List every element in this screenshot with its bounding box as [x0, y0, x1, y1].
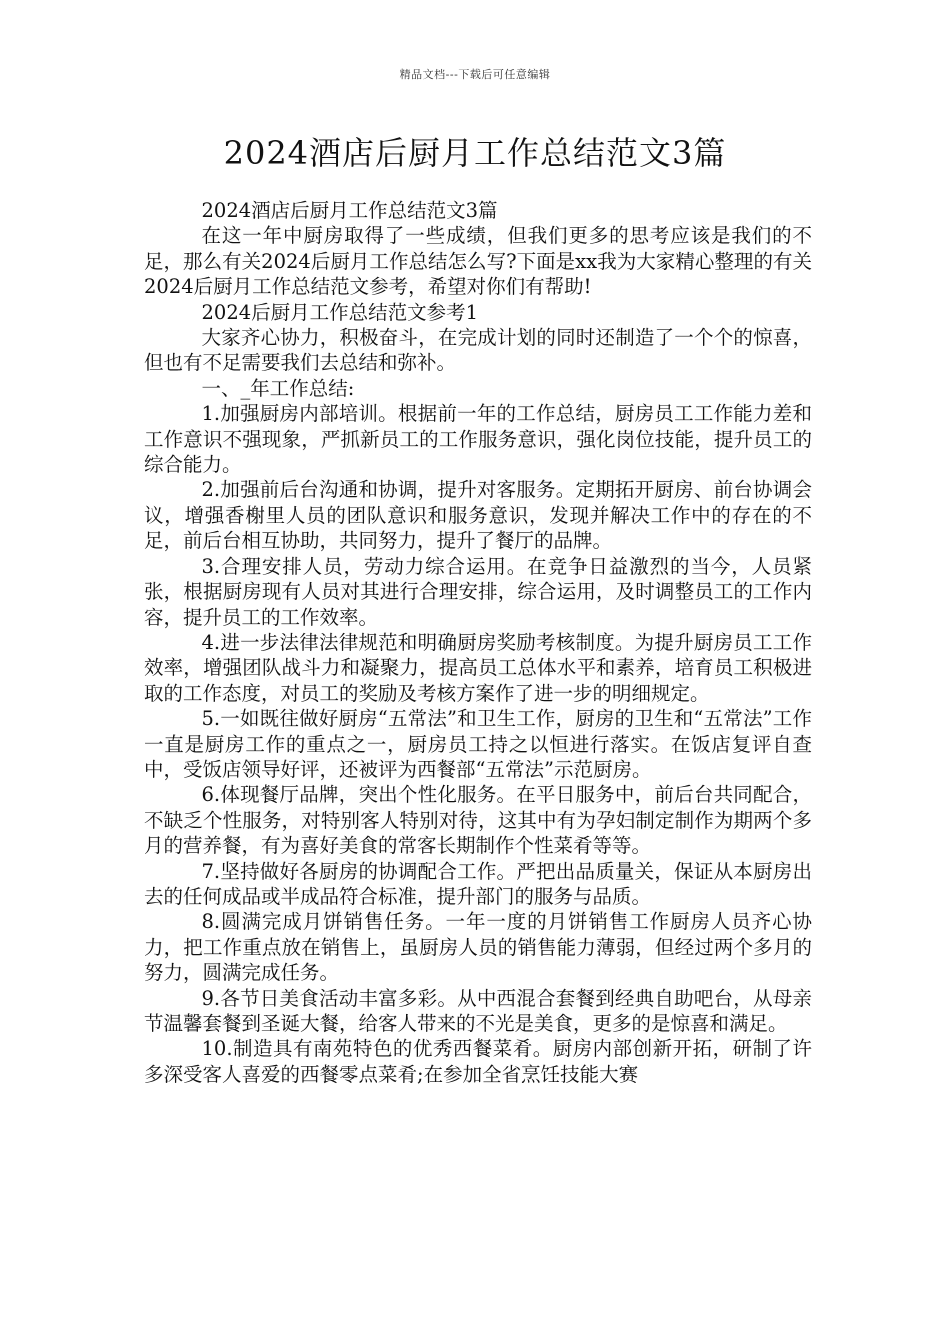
list-item-5: 5.一如既往做好厨房“五常法”和卫生工作，厨房的卫生和“五常法”工作一直是厨房工作的重点之一，厨房员工持之以恒进行落实。在饭店复评自查中，受饭店领导好评，还被评为西餐部“五常法”示范厨房。 — [144, 707, 812, 781]
list-item-7: 7.坚持做好各厨房的协调配合工作。严把出品质量关，保证从本厨房出去的任何成品或半成品符合标准，提升部门的服务与品质。 — [144, 859, 812, 908]
list-item-6: 6.体现餐厅品牌，突出个性化服务。在平日服务中，前后台共同配合，不缺乏个性服务，对特别客人特别对待，这其中有为孕妇制定制作为期两个多月的营养餐，有为喜好美食的常客长期制作个性菜肴等等。 — [144, 783, 812, 858]
section-heading-reference-1: 2024后厨月工作总结范文参考1 — [201, 300, 479, 324]
page-header-note: 精品文档---下载后可任意编辑 — [399, 68, 551, 81]
document-title: 2024酒店后厨月工作总结范文3篇 — [223, 134, 727, 172]
list-item-2: 2.加强前后台沟通和协调，提升对客服务。定期拓开厨房、前台协调会议，增强香榭里人员的团队意识和服务意识，发现并解决工作中的存在的不足，前后台相互协助，共同努力，提升了餐厅的品牌。 — [144, 478, 812, 553]
list-item-8: 8.圆满完成月饼销售任务。一年一度的月饼销售工作厨房人员齐心协力，把工作重点放在销售上，虽厨房人员的销售能力薄弱，但经过两个多月的努力，圆满完成任务。 — [144, 910, 812, 985]
list-item-10: 10.制造具有南苑特色的优秀西餐菜肴。厨房内部创新开拓，研制了许多深受客人喜爱的西餐零点菜肴;在参加全省烹饪技能大赛 — [144, 1037, 812, 1086]
intro-paragraph: 在这一年中厨房取得了一些成绩，但我们更多的思考应该是我们的不足，那么有关2024后厨月工作总结怎么写?下面是xx我为大家精心整理的有关2024后厨月工作总结范文参考，希望对你们有帮助! — [144, 224, 812, 299]
list-item-1: 1.加强厨房内部培训。根据前一年的工作总结，厨房员工工作能力差和工作意识不强现象，严抓新员工的工作服务意识，强化岗位技能，提升员工的综合能力。 — [144, 402, 812, 477]
list-item-9: 9.各节日美食活动丰富多彩。从中西混合套餐到经典自助吧台，从母亲节温馨套餐到圣诞大餐，给客人带来的不光是美食，更多的是惊喜和满足。 — [144, 986, 812, 1035]
body-paragraph: 大家齐心协力，积极奋斗，在完成计划的同时还制造了一个个的惊喜，但也有不足需要我们去总结和弥补。 — [144, 326, 812, 375]
list-item-4: 4.进一步法律法律规范和明确厨房奖励考核制度。为提升厨房员工工作效率，增强团队战斗力和凝聚力，提高员工总体水平和素养，培育员工积极进取的工作态度，对员工的奖励及考核方案作了进一步的明细规定。 — [144, 630, 812, 705]
list-item-3: 3.合理安排人员，劳动力综合运用。在竞争日益激烈的当今，人员紧张，根据厨房现有人员对其进行合理安排，综合运用，及时调整员工的工作内容，提升员工的工作效率。 — [144, 554, 812, 629]
document-body — [144, 198, 812, 1087]
subtitle-paragraph: 2024酒店后厨月工作总结范文3篇 — [201, 199, 498, 222]
section-heading-annual-summary: 一、_年工作总结: — [201, 376, 355, 400]
